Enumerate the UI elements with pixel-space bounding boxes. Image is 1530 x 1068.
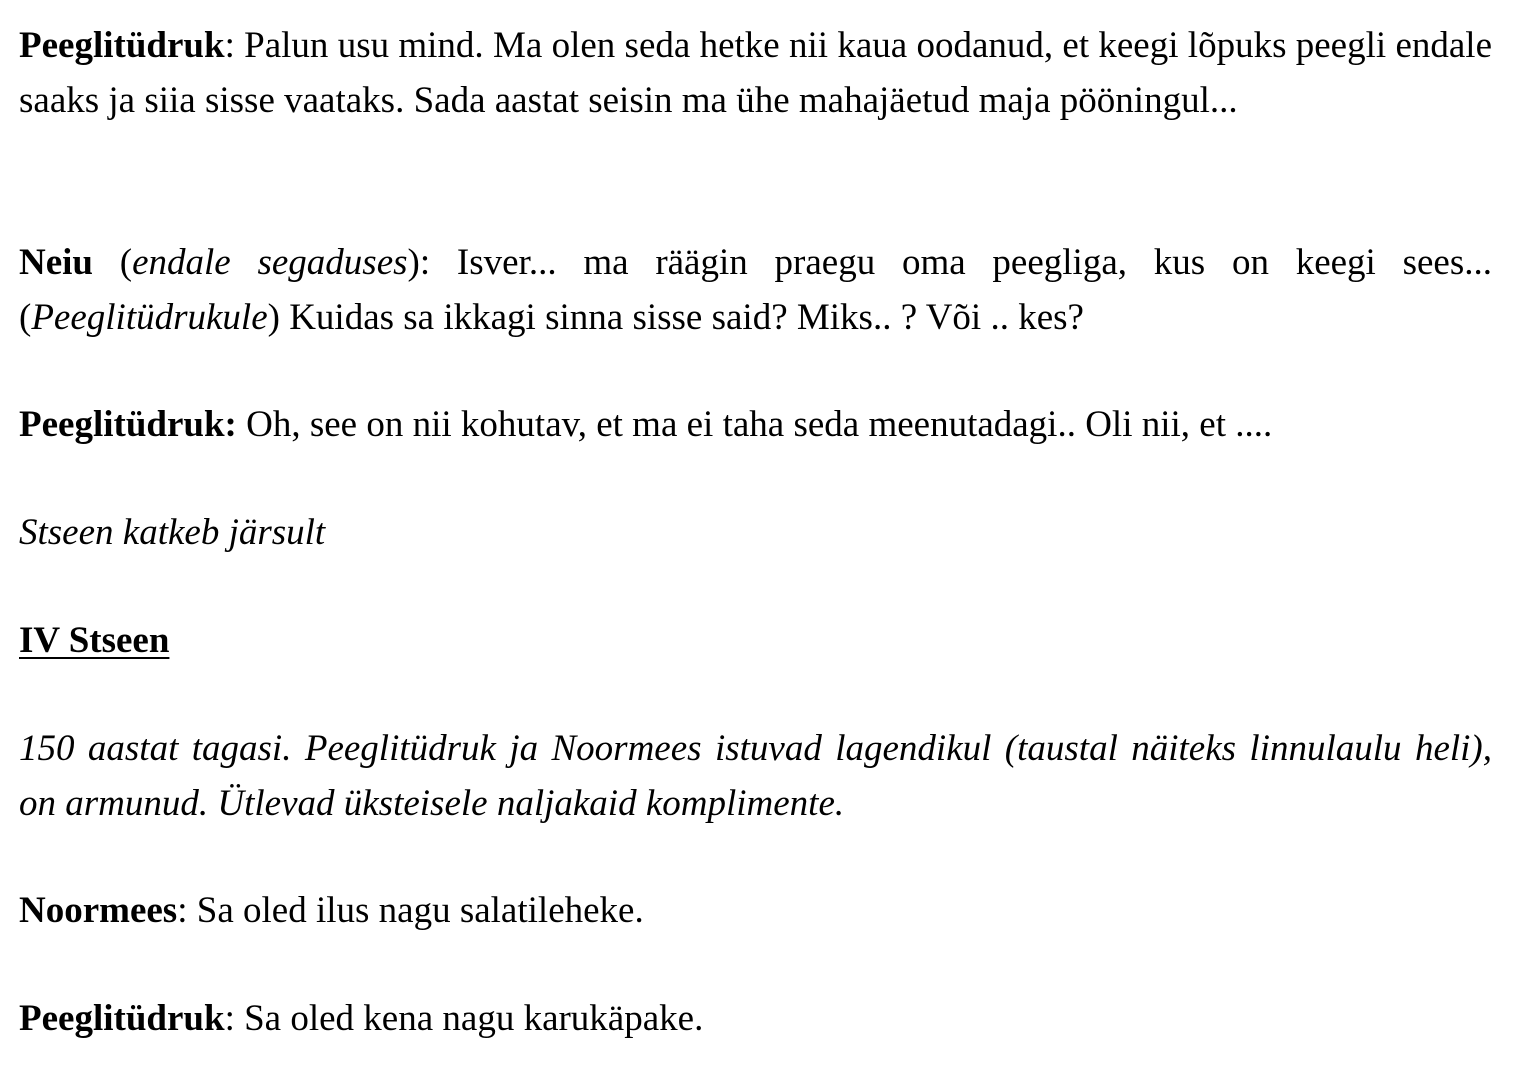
speaker-name: Peeglitüdruk bbox=[19, 25, 225, 66]
scene-heading bbox=[19, 614, 1492, 669]
dialogue-text-continued: ) Kuidas sa ikkagi sinna sisse said? Miks.. ? Või .. kes? bbox=[267, 296, 1084, 338]
speaker-separator: : bbox=[224, 998, 235, 1039]
dialogue-peeglitudruk-3 bbox=[19, 992, 1492, 1047]
paren-close: ): bbox=[407, 242, 457, 283]
dialogue-text: Sa oled ilus nagu salatileheke. bbox=[187, 890, 644, 931]
dialogue-neiu bbox=[19, 236, 1492, 345]
speaker-name: Noormees bbox=[19, 890, 178, 931]
stage-direction-text: Stseen katkeb järsult bbox=[19, 512, 326, 553]
dialogue-noormees bbox=[19, 884, 1492, 939]
dialogue-text: Sa oled kena nagu karukäpake. bbox=[234, 998, 704, 1039]
dialogue-peeglitudruk-2 bbox=[19, 398, 1492, 453]
speaker-name: Peeglitüdruk: bbox=[19, 404, 237, 445]
dialogue-peeglitudruk-1 bbox=[19, 19, 1492, 128]
stage-direction-scene-cut bbox=[19, 506, 1492, 561]
speaker-separator: : bbox=[177, 890, 188, 931]
dialogue-text: Palun usu mind. Ma olen seda hetke nii kaua oodanud, et keegi lõpuks peegli endale saaks ja siia sisse vaataks. Sada aastat seisin ma ühe mahajäetud maja pööningul... bbox=[19, 25, 1492, 121]
stage-direction-inline: endale segaduses bbox=[132, 242, 408, 283]
dialogue-text: Isver... ma räägin praegu oma peegliga, kus on keegi sees... ( bbox=[19, 242, 1492, 338]
stage-direction-scene-setting bbox=[19, 722, 1492, 831]
dialogue-text: Oh, see on nii kohutav, et ma ei taha seda meenutadagi.. Oli nii, et .... bbox=[236, 404, 1273, 445]
scene-heading-text: IV Stseen bbox=[19, 620, 170, 661]
speaker-name: Peeglitüdruk bbox=[19, 998, 225, 1039]
speaker-separator: : bbox=[224, 25, 235, 66]
stage-direction-text: 150 aastat tagasi. Peeglitüdruk ja Noormees istuvad lagendikul (taustal näiteks linnulaulu heli), on armunud. Ütlevad üksteisele naljakaid komplimente. bbox=[19, 728, 1492, 824]
paren-open: ( bbox=[93, 242, 133, 283]
speaker-name: Neiu bbox=[19, 242, 93, 283]
stage-direction-address: Peeglitüdrukule bbox=[31, 296, 268, 338]
